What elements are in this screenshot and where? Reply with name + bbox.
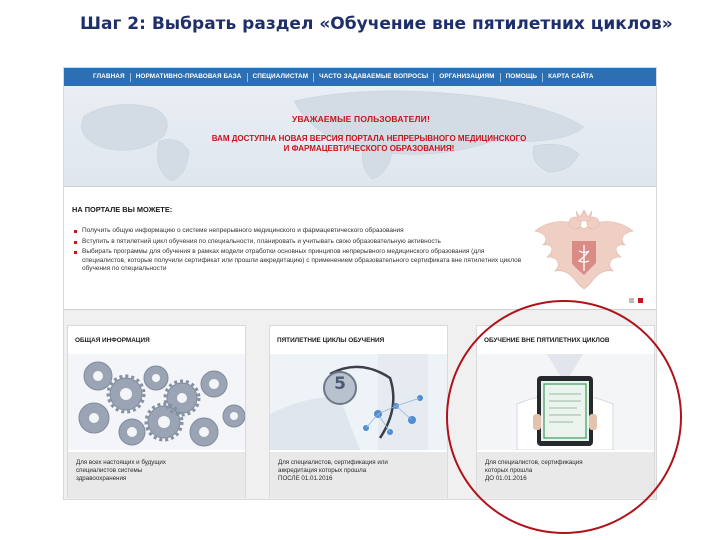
- card-title: ОБЩАЯ ИНФОРМАЦИЯ: [75, 337, 150, 344]
- banner-subtitle-line2: И ФАРМАЦЕВТИЧЕСКОГО ОБРАЗОВАНИЯ!: [283, 144, 455, 153]
- slide-title: Шаг 2: Выбрать раздел «Обучение вне пятилетних циклов»: [80, 14, 673, 34]
- nav-help[interactable]: ПОМОЩЬ: [505, 73, 538, 80]
- card-description-line: Для всех настоящих и будущих: [76, 459, 166, 466]
- card-description-line: Для специалистов, сертификация: [485, 459, 583, 466]
- card-description-line: ПОСЛЕ 01.01.2016: [278, 475, 333, 483]
- banner-title: УВАЖАЕМЫЕ ПОЛЬЗОВАТЕЛИ!: [291, 114, 431, 124]
- highlight-circle: [446, 300, 682, 534]
- slider-pagination: [629, 298, 643, 303]
- slider-dot[interactable]: [629, 298, 634, 303]
- features-heading: НА ПОРТАЛЕ ВЫ МОЖЕТЕ:: [72, 205, 173, 214]
- card-title: ОБУЧЕНИЕ ВНЕ ПЯТИЛЕТНИХ ЦИКЛОВ: [484, 337, 610, 344]
- features-list: [74, 227, 524, 276]
- nav-home[interactable]: ГЛАВНАЯ: [93, 73, 125, 80]
- features-list-item: Получить общую информацию о системе непрерывного медицинского и фармацевтического образования: [74, 227, 524, 236]
- card-description-line: аккредитация которых прошла: [278, 467, 367, 475]
- card-description-line: Для специалистов, сертификация или: [278, 459, 388, 466]
- features-list-item: Вступить в пятилетний цикл обучения по специальности, планировать и учитывать свою образовательную активность: [74, 238, 524, 247]
- gears-image: [68, 354, 245, 450]
- top-nav: [64, 68, 657, 86]
- card-general-info[interactable]: [67, 325, 246, 498]
- slider-dot-active[interactable]: [638, 298, 643, 303]
- cycle-number-badge: 5: [334, 374, 346, 394]
- announcement-banner: [64, 86, 657, 186]
- nav-specialists[interactable]: СПЕЦИАЛИСТАМ: [252, 73, 309, 80]
- card-description: [68, 452, 245, 498]
- nav-legal-base[interactable]: НОРМАТИВНО-ПРАВОВАЯ БАЗА: [135, 73, 242, 80]
- nav-faq[interactable]: ЧАСТО ЗАДАВАЕМЫЕ ВОПРОСЫ: [319, 73, 429, 80]
- card-description-line: которых прошла: [485, 467, 533, 475]
- card-title: ПЯТИЛЕТНИЕ ЦИКЛЫ ОБУЧЕНИЯ: [277, 337, 385, 344]
- card-description-line: специалистов системы: [76, 467, 143, 475]
- card-five-year-cycles[interactable]: [269, 325, 448, 498]
- stethoscope-image: [270, 354, 447, 450]
- card-description: [270, 452, 447, 498]
- features-list-item: Выбирать программы для обучения в рамках модели отработки основных принципов непрерывного медицинского образования (для специалистов, которые получили сертификат или прошли аккредитацию) с применением образовательного сертификата вне пятилетних циклов обучения по специальности: [74, 248, 524, 274]
- banner-subtitle: [184, 134, 554, 154]
- nav-organizations[interactable]: ОРГАНИЗАЦИЯМ: [439, 73, 495, 80]
- ministry-emblem-icon: [529, 207, 639, 307]
- card-description-line: здравоохранения: [76, 475, 127, 483]
- portal-features-panel: [64, 186, 657, 310]
- banner-subtitle-line1: ВАМ ДОСТУПНА НОВАЯ ВЕРСИЯ ПОРТАЛА НЕПРЕРЫВНОГО МЕДИЦИНСКОГО: [211, 134, 527, 143]
- card-description-line: ДО 01.01.2016: [485, 475, 527, 483]
- nav-sitemap[interactable]: КАРТА САЙТА: [548, 73, 594, 80]
